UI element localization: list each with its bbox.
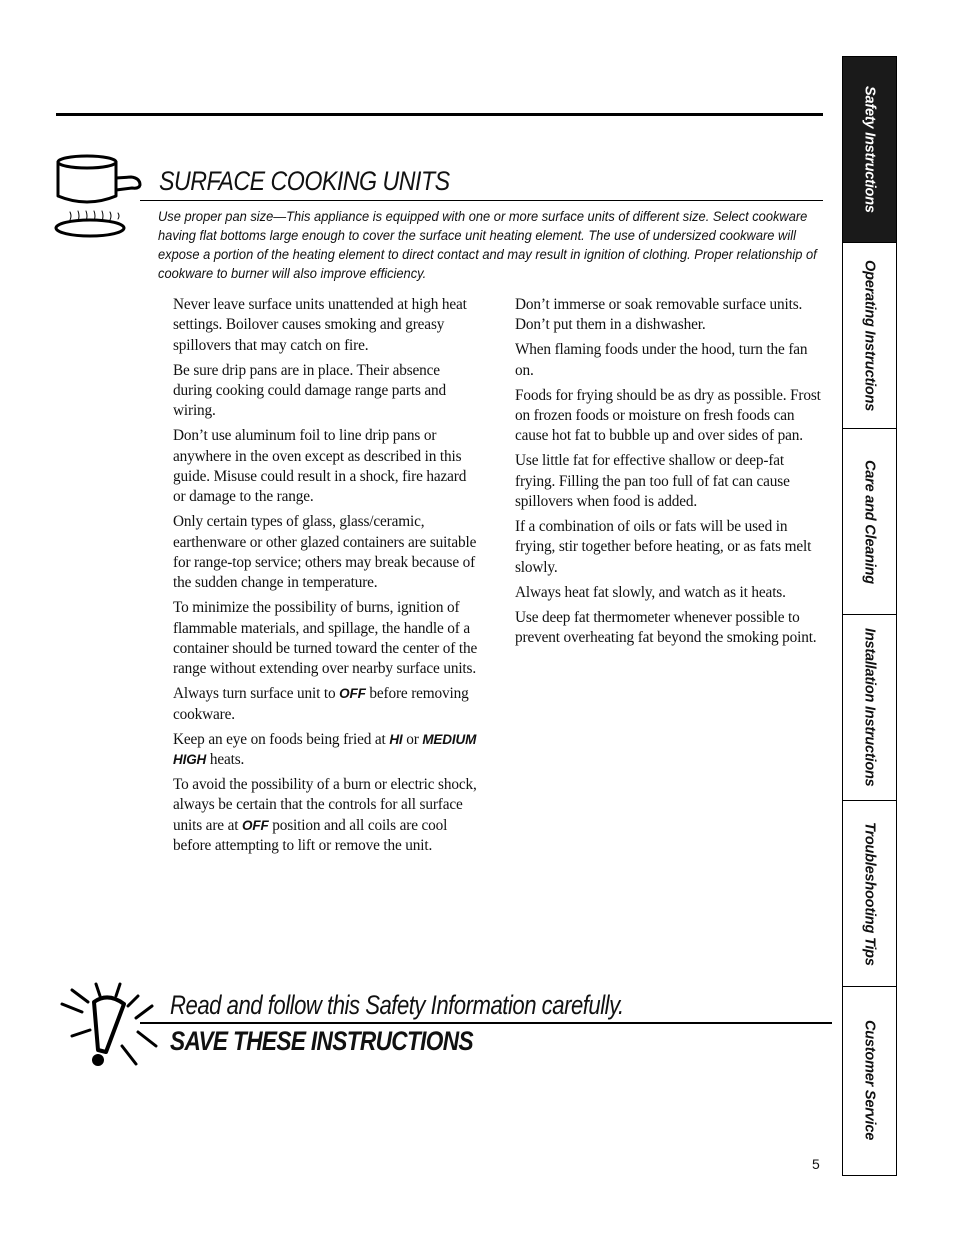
keyword-hi: HI (389, 731, 403, 747)
keyword-medium-high: MEDIUM HIGH (173, 731, 477, 768)
tab-label: Safety Instructions (861, 86, 878, 213)
text-run: Keep an eye on foods being fried at (173, 730, 390, 748)
tab-label: Operating Instructions (861, 259, 878, 412)
exclamation-alert-icon (58, 982, 158, 1068)
paragraph: Always heat fat slowly, and watch as it heats. (515, 583, 786, 601)
tab-label: Customer Service (861, 1019, 878, 1141)
page-number: 5 (812, 1156, 820, 1172)
left-column (173, 295, 481, 861)
tab-label: Installation Instructions (861, 628, 878, 787)
pot-on-burner-icon (52, 152, 152, 244)
text-run: heats. (206, 751, 245, 769)
paragraph: When flaming foods under the hood, turn the fan on. (515, 341, 808, 379)
tab-troubleshooting-tips[interactable] (843, 801, 896, 987)
read-follow-heading: Read and follow this Safety Information carefully. (170, 990, 624, 1020)
paragraph (173, 730, 481, 771)
paragraph: Use deep fat thermometer whenever possible to prevent overheating fat beyond the smoking point. (515, 608, 817, 647)
section-tabs (842, 56, 897, 1176)
text-run: Always turn surface unit to (173, 685, 340, 703)
paragraph: Don’t immerse or soak removable surface units. Don’t put them in a dishwasher. (515, 296, 803, 334)
paragraph: Never leave surface units unattended at high heat settings. Boilover causes smoking and greasy spillovers that may catch on fire. (173, 296, 467, 354)
tab-label: Troubleshooting Tips (861, 821, 878, 966)
top-rule (56, 113, 823, 116)
tab-operating-instructions[interactable] (843, 243, 896, 429)
paragraph (173, 684, 481, 725)
keyword-off: OFF (242, 817, 269, 833)
paragraph: Only certain types of glass, glass/ceramic, earthenware or other glazed containers are suitable for range-top service; others may break because of the sudden change in temperature. (173, 513, 477, 592)
text-run: To avoid the possibility of a burn or electric shock, always be certain that the controls for all surface units are at (173, 776, 477, 834)
paragraph: To minimize the possibility of burns, ignition of flammable materials, and spillage, the handle of a container should be turned toward the center of the range without extending over nearby surface units. (173, 599, 478, 678)
save-instructions-heading: SAVE THESE INSTRUCTIONS (170, 1026, 473, 1056)
tab-care-and-cleaning[interactable] (843, 429, 896, 615)
paragraph: Foods for frying should be as dry as possible. Frost on frozen foods or moisture on fresh foods can cause hot fat to bubble up and over sides of pan. (515, 386, 821, 445)
intro-paragraph: Use proper pan size—This appliance is equipped with one or more surface units of different size. Select cookware having flat bottoms large enough to cover the surface unit heating element. The use of undersized cookware will expose a portion of the heating element to direct contact and may result in ignition of clothing. Proper relationship of cookware to burner will also improve efficiency. (158, 208, 817, 281)
bottom-rule (140, 1022, 832, 1024)
section-title: SURFACE COOKING UNITS (159, 166, 450, 196)
paragraph: Use little fat for effective shallow or deep-fat frying. Filling the pan too full of fat can cause spillovers when food is added. (515, 452, 790, 511)
tab-installation-instructions[interactable] (843, 615, 896, 801)
paragraph: Be sure drip pans are in place. Their absence during cooking could damage range parts and wiring. (173, 361, 447, 420)
title-rule (140, 200, 823, 201)
text-run: position and all coils are cool before attempting to lift or remove the unit. (173, 816, 448, 854)
text-run: or (402, 730, 423, 748)
tab-customer-service[interactable] (843, 987, 896, 1173)
tab-safety-instructions[interactable] (843, 57, 896, 243)
paragraph: If a combination of oils or fats will be used in frying, stir together before heating, or as fats melt slowly. (515, 518, 812, 576)
text-run: before removing cookware. (173, 685, 469, 723)
keyword-off: OFF (339, 686, 366, 702)
tab-label: Care and Cleaning (861, 459, 878, 584)
paragraph: Don’t use aluminum foil to line drip pans or anywhere in the oven except as described in this guide. Misuse could result in a shock, fire hazard or damage to the range. (173, 427, 467, 506)
right-column (515, 295, 823, 653)
paragraph (173, 775, 481, 856)
